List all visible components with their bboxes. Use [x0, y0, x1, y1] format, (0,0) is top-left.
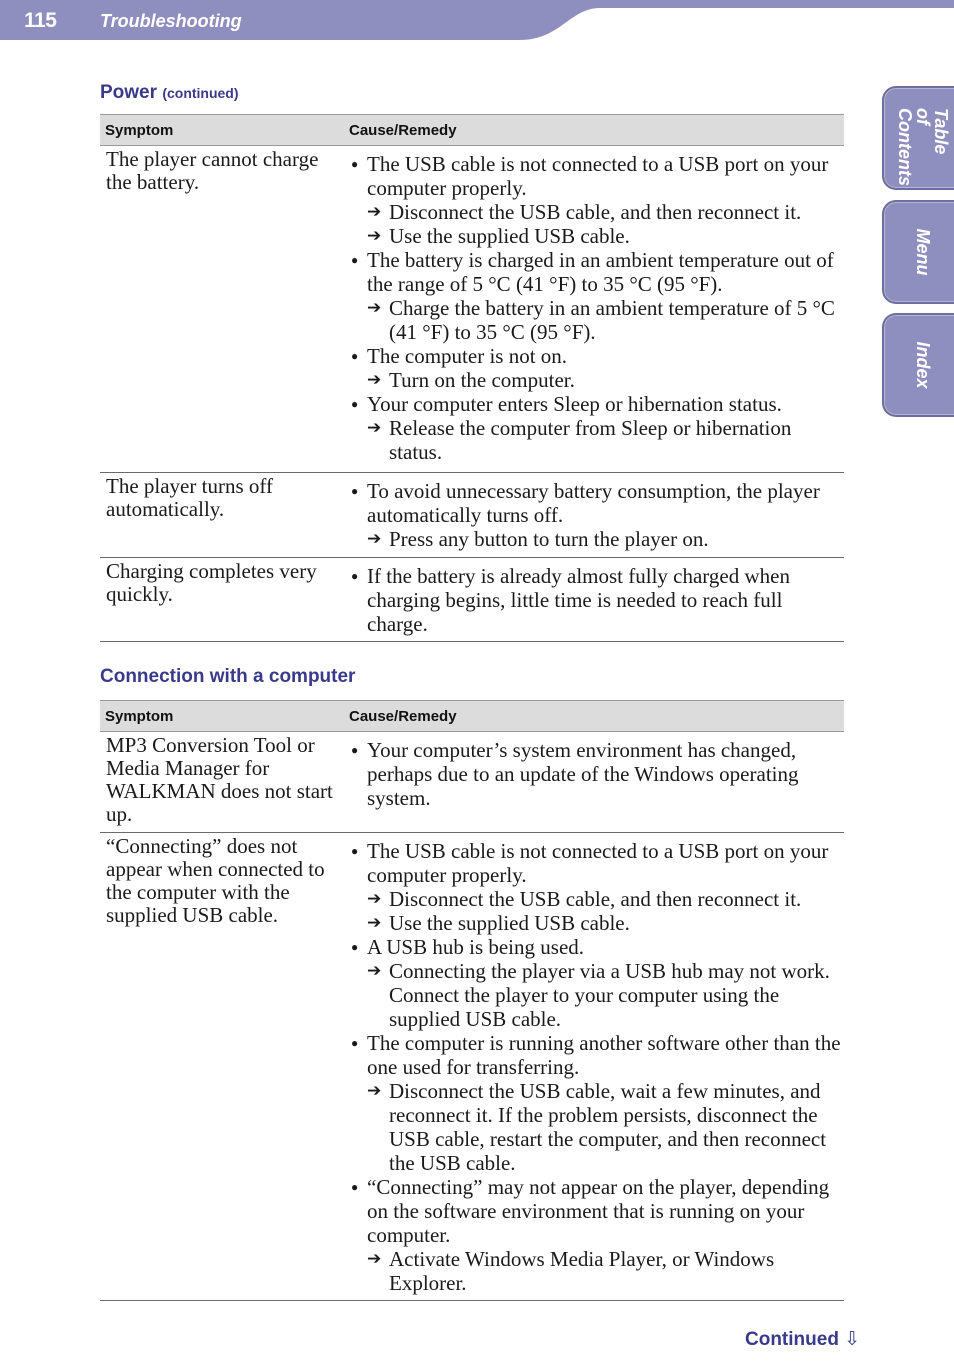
col-remedy: Cause/Remedy — [349, 121, 457, 139]
remedy-item: ➔ Connecting the player via a USB hub may not work. Connect the player to your computer using the supplied USB cable. — [367, 959, 830, 1031]
arrow-right-icon: ➔ — [367, 226, 382, 246]
remedy-item: ➔ Use the supplied USB cable. — [367, 911, 630, 935]
arrow-right-icon: ➔ — [367, 202, 382, 222]
section-title: Troubleshooting — [100, 11, 242, 31]
cause-item: ● The USB cable is not connected to a USB port on your computer properly. — [349, 152, 844, 200]
arrow-right-icon: ➔ — [367, 418, 382, 438]
cause-item: ● A USB hub is being used. — [349, 935, 844, 959]
remedy-cell — [349, 732, 844, 832]
cause-item: ● The computer is not on. — [349, 344, 844, 368]
remedy-item: ➔ Disconnect the USB cable, and then reconnect it. — [367, 200, 802, 224]
remedy-cell — [349, 146, 844, 472]
remedy-item: ➔ Press any button to turn the player on. — [367, 527, 709, 551]
arrow-right-icon: ➔ — [367, 961, 382, 981]
table-row — [100, 146, 844, 473]
table-header — [100, 114, 844, 146]
arrow-right-icon: ➔ — [367, 1249, 382, 1269]
continued-label: Continued — [745, 1329, 839, 1350]
remedy-cell — [349, 473, 844, 557]
col-symptom: Symptom — [105, 121, 174, 139]
symptom-cell: “Connecting” does not appear when connected to the computer with the supplied USB cable. — [106, 834, 325, 927]
remedy-item: ➔ Disconnect the USB cable, and then reconnect it. — [367, 887, 802, 911]
cause-item: ● “Connecting” may not appear on the player, depending on the software environment that is running on your computer. — [349, 1175, 844, 1247]
cause-item: ● Your computer enters Sleep or hibernation status. — [349, 392, 844, 416]
arrow-right-icon: ➔ — [367, 913, 382, 933]
continued-link[interactable] — [745, 1328, 860, 1351]
symptom-cell: MP3 Conversion Tool or Media Manager for WALKMAN does not start up. — [106, 733, 333, 826]
arrow-right-icon: ➔ — [367, 298, 382, 318]
arrow-right-icon: ➔ — [367, 529, 382, 549]
arrow-right-icon: ➔ — [367, 1081, 382, 1101]
cause-item: ● The USB cable is not connected to a USB port on your computer properly. — [349, 839, 844, 887]
remedy-item: ➔ Release the computer from Sleep or hibernation status. — [367, 416, 792, 464]
remedy-item: ➔ Charge the battery in an ambient temperature of 5 °C (41 °F) to 35 °C (95 °F). — [367, 296, 835, 344]
remedy-item: ➔ Use the supplied USB cable. — [367, 224, 630, 248]
power-heading-text: Power — [100, 82, 158, 103]
arrow-right-icon: ➔ — [367, 370, 382, 390]
power-heading-suffix: (continued) — [162, 85, 239, 101]
remedy-item: ➔ Activate Windows Media Player, or Windows Explorer. — [367, 1247, 775, 1295]
col-symptom: Symptom — [105, 707, 174, 725]
table-header — [100, 700, 844, 732]
remedy-cell — [349, 558, 844, 641]
cause-item: ● If the battery is already almost fully charged when charging begins, little time is needed to reach full charge. — [349, 564, 844, 636]
remedy-item: ➔ Turn on the computer. — [367, 368, 575, 392]
cause-item: ● To avoid unnecessary battery consumption, the player automatically turns off. — [349, 479, 844, 527]
tab-label: Index — [913, 341, 933, 389]
symptom-cell: The player turns off automatically. — [106, 474, 273, 521]
connection-table — [100, 700, 844, 1301]
cause-item: ● Your computer’s system environment has changed, perhaps due to an update of the Windows operating system. — [349, 738, 844, 810]
tab-label: Table of Contents — [895, 108, 951, 186]
connection-heading: Connection with a computer — [100, 666, 356, 687]
symptom-cell: The player cannot charge the battery. — [106, 147, 319, 194]
cause-item: ● The battery is charged in an ambient temperature out of the range of 5 °C (41 °F) to 35 °C (95 °F). — [349, 248, 844, 296]
page-number: 115 — [24, 9, 57, 32]
tab-menu[interactable] — [882, 200, 954, 304]
tab-label: Menu — [913, 228, 933, 276]
col-remedy: Cause/Remedy — [349, 707, 457, 725]
arrow-right-icon: ➔ — [367, 889, 382, 909]
cause-item: ● The computer is running another software other than the one used for transferring. — [349, 1031, 844, 1079]
table-row — [100, 473, 844, 558]
power-heading — [100, 82, 239, 104]
table-row — [100, 732, 844, 833]
tab-index[interactable] — [882, 313, 954, 417]
tab-table-of-contents[interactable] — [882, 86, 954, 190]
symptom-cell: Charging completes very quickly. — [106, 559, 317, 606]
table-row — [100, 833, 844, 1301]
page-header — [0, 0, 954, 40]
arrow-down-icon: ⇩ — [844, 1328, 861, 1350]
table-row — [100, 558, 844, 642]
remedy-item: ➔ Disconnect the USB cable, wait a few minutes, and reconnect it. If the problem persists, disconnect the USB cable, restart the computer, and then reconnect the USB cable. — [367, 1079, 827, 1175]
remedy-cell — [349, 833, 844, 1300]
power-table — [100, 114, 844, 642]
